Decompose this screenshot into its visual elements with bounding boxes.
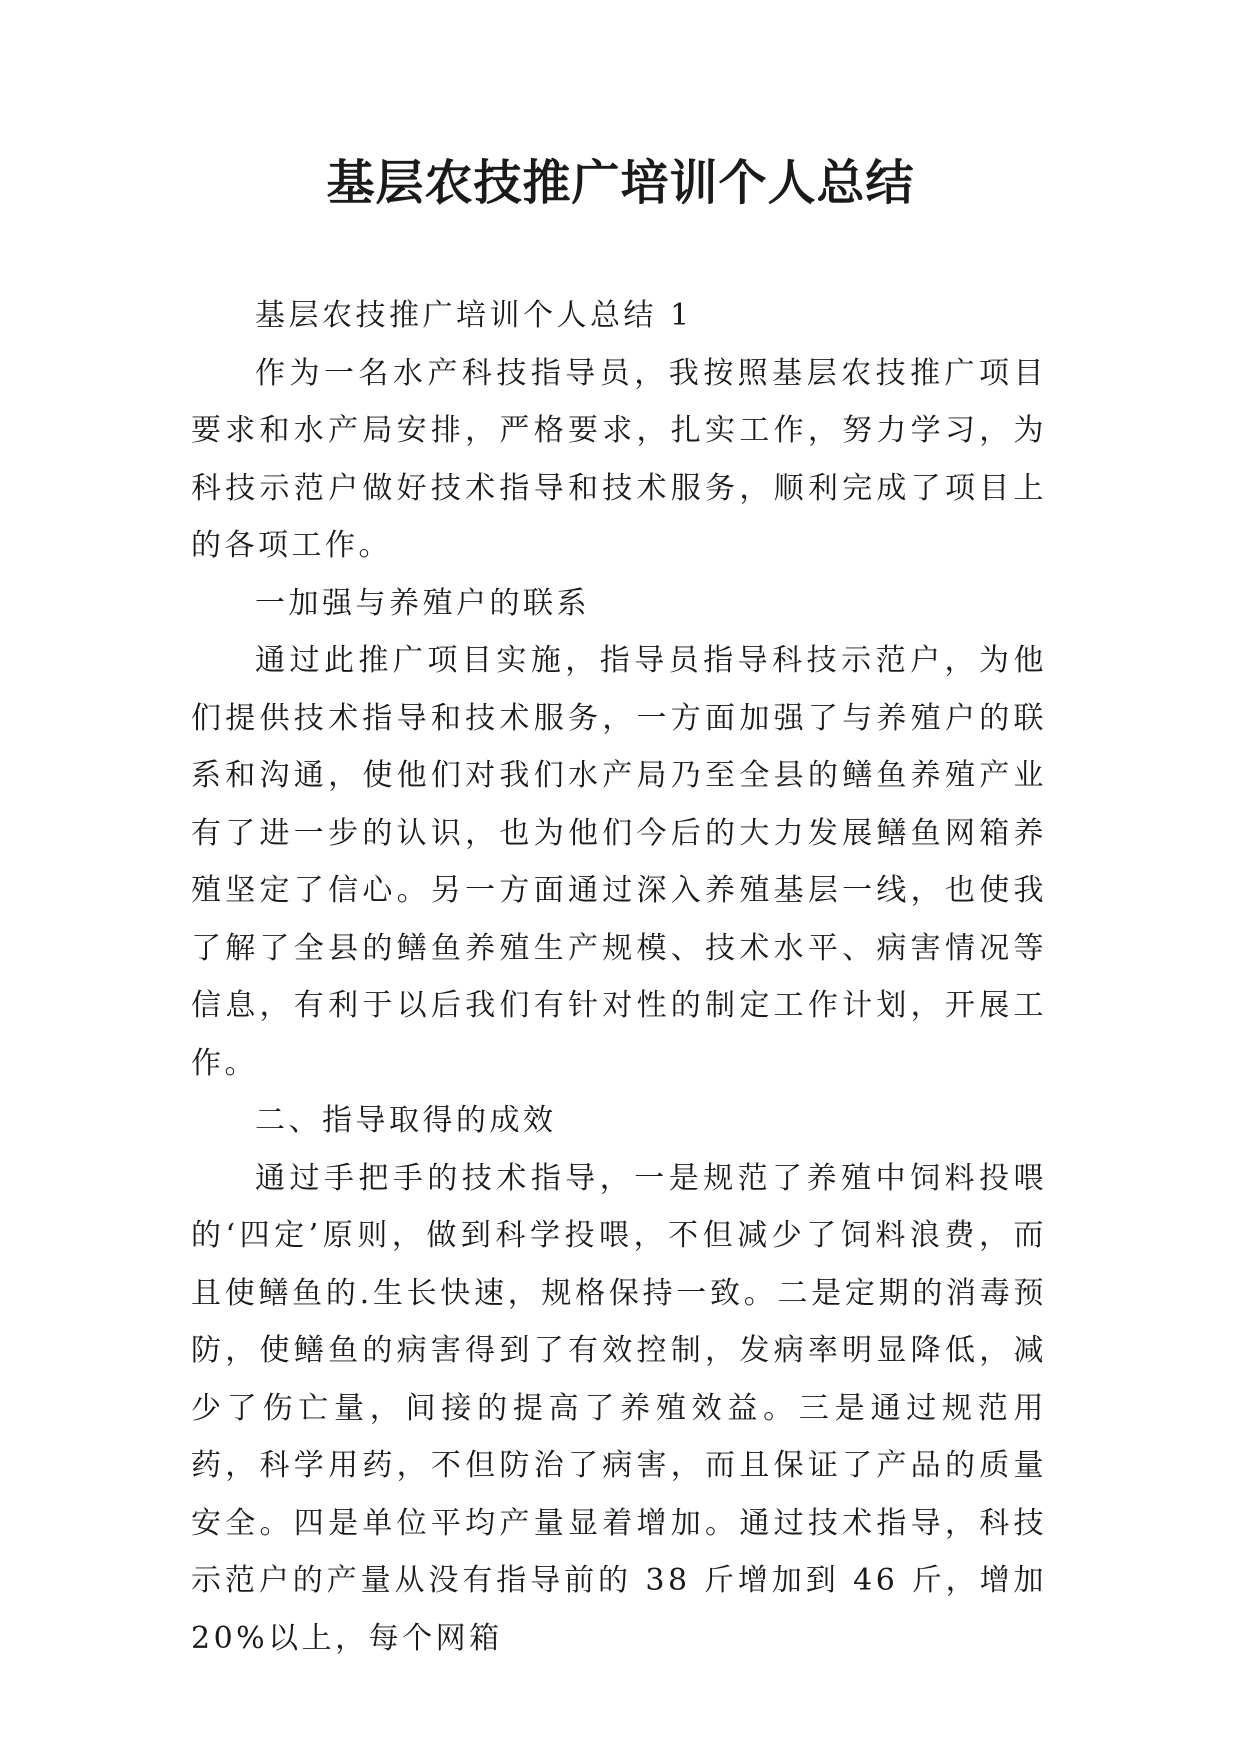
body-paragraph: 作为一名水产科技指导员，我按照基层农技推广项目要求和水产局安排，严格要求，扎实工作，努力学习，为科技示范户做好技术指导和技术服务，顺利完成了项目上的各项工作。 [191,355,1047,563]
body-paragraph: 通过手把手的技术指导，一是规范了养殖中饲料投喂的‘四定’原则，做到科学投喂，不但减少了饲料浪费，而且使鳝鱼的.生长快速，规格保持一致。二是定期的消毒预防，使鳝鱼的病害得到了有效控制，发病率明显降低，减少了伤亡量，间接的提高了养殖效益。三是通过规范用药，科学用药，不但防治了病害，而且保证了产品的质量安全。四是单位平均产量显着增加。通过技术指导，科技示范户的产量从没有指导前的 38 斤增加到 46 斤，增加 20%以上，每个网箱 [191,1160,1047,1656]
body-paragraph: 通过此推广项目实施，指导员指导科技示范户，为他们提供技术指导和技术服务，一方面加强了与养殖户的联系和沟通，使他们对我们水产局乃至全县的鳝鱼养殖产业有了进一步的认识，也为他们今后的大力发展鳝鱼网箱养殖坚定了信心。另一方面通过深入养殖基层一线，也使我了解了全县的鳝鱼养殖生产规模、技术水平、病害情况等信息，有利于以后我们有针对性的制定工作计划，开展工作。 [191,643,1047,1081]
section-heading: 基层农技推广培训个人总结 1 [255,298,693,333]
document-title: 基层农技推广培训个人总结 [326,155,915,211]
document-body [191,287,1047,1667]
section-heading: 一加强与养殖户的联系 [255,585,590,621]
section-heading: 二、指导取得的成效 [255,1103,557,1138]
